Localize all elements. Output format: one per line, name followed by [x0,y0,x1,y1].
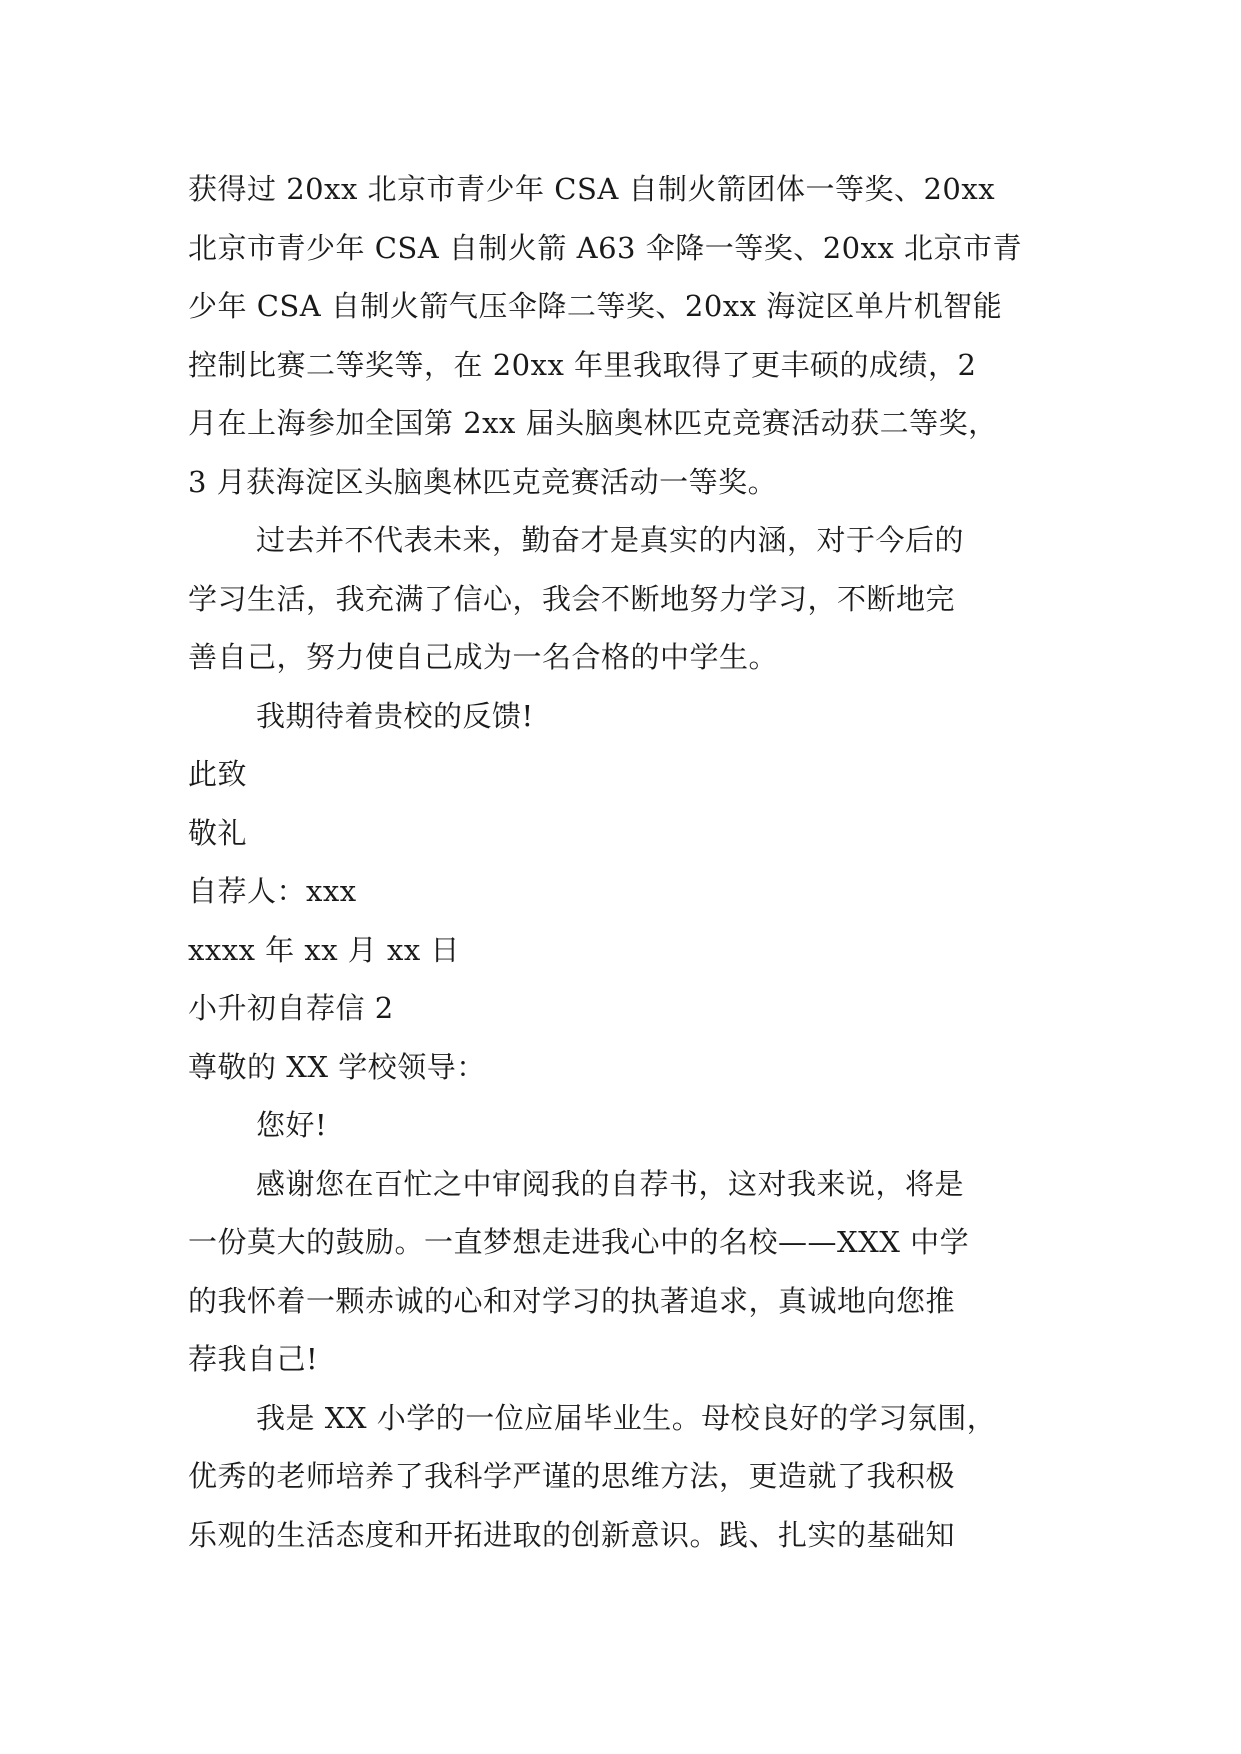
signature-line: 自荐人：xxx [188,874,357,908]
text-line: 的我怀着一颗赤诚的心和对学习的执著追求，真诚地向您推 [188,1283,956,1318]
text-line: 获得过 20xx 北京市青少年 CSA 自制火箭团体一等奖、20xx [188,172,996,206]
date-line: xxxx 年 xx 月 xx 日 [188,932,460,967]
letter-body [188,160,1058,1564]
paragraph-start-line: 过去并不代表未来，勤奋才是真实的内涵，对于今后的 [256,523,965,557]
greeting-hello: 您好! [256,1108,328,1142]
closing-remark: 我期待着贵校的反馈! [256,698,534,733]
text-line: 学习生活，我充满了信心，我会不断地努力学习，不断地完 [188,581,956,616]
text-line: 控制比赛二等奖等，在 20xx 年里我取得了更丰硕的成绩，2 [188,347,977,382]
text-line: 一份莫大的鼓励。一直梦想走进我心中的名校——XXX 中学 [188,1225,970,1259]
text-line: 善自己，努力使自己成为一名合格的中学生。 [188,640,779,674]
text-line: 月在上海参加全国第 2xx 届头脑奥林匹克竞赛活动获二等奖， [188,406,998,440]
text-line: 3 月获海淀区头脑奥林匹克竞赛活动一等奖。 [188,464,778,499]
text-line: 北京市青少年 CSA 自制火箭 A63 伞降一等奖、20xx 北京市青 [188,230,1023,265]
text-line: 少年 CSA 自制火箭气压伞降二等奖、20xx 海淀区单片机智能 [188,289,1003,323]
salutation-zhizhi: 此致 [188,757,248,791]
section-title: 小升初自荐信 2 [188,991,394,1025]
paragraph-start-line: 感谢您在百忙之中审阅我的自荐书，这对我来说，将是 [256,1166,965,1201]
salutation-jingli: 敬礼 [188,815,248,850]
text-line: 乐观的生活态度和开拓进取的创新意识。践、扎实的基础知 [188,1517,956,1552]
text-line: 优秀的老师培养了我科学严谨的思维方法，更造就了我积极 [188,1459,956,1493]
paragraph-start-line: 我是 XX 小学的一位应届毕业生。母校良好的学习氛围， [256,1400,997,1435]
greeting-addressee: 尊敬的 XX 学校领导： [188,1049,486,1084]
text-line: 荐我自己! [188,1342,319,1376]
